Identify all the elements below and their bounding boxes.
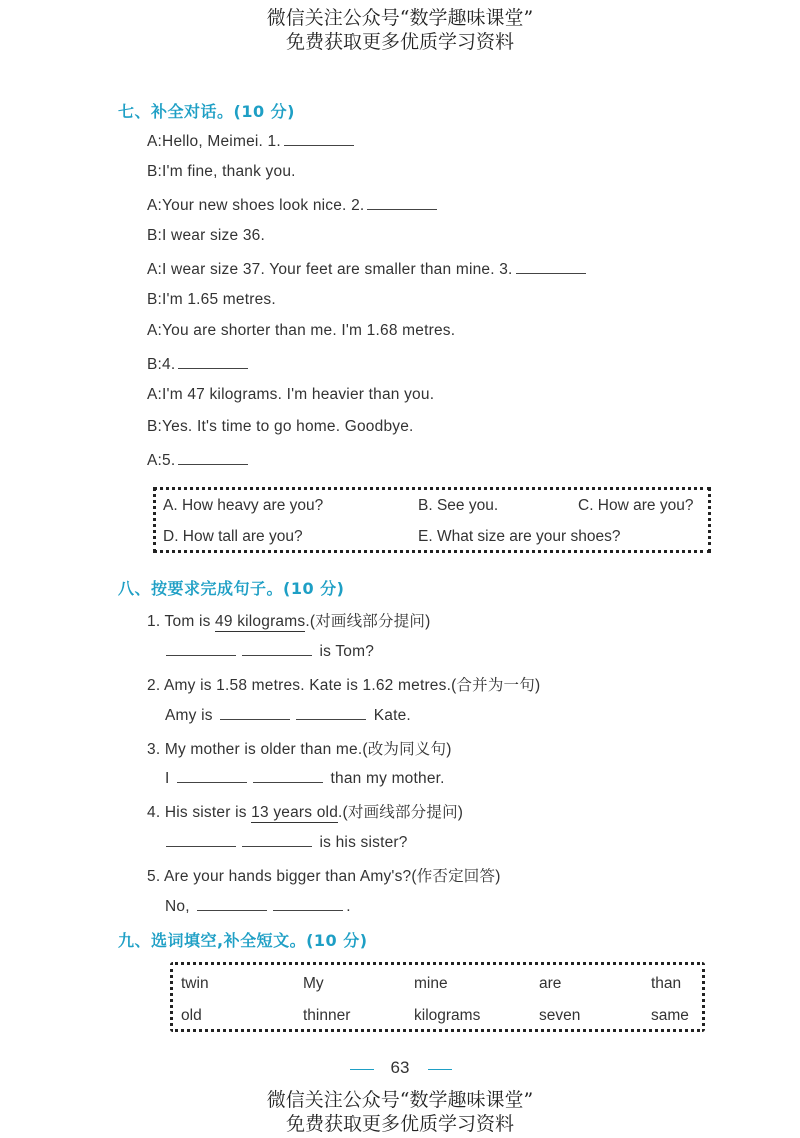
dialogue-line-1: A:Hello, Meimei. 1. — [147, 131, 357, 151]
answer-blank[interactable] — [273, 896, 343, 911]
answer-blank[interactable] — [197, 896, 267, 911]
dialogue-line-6: B:I'm 1.65 metres. — [147, 291, 276, 308]
option-c: C. How are you? — [578, 497, 694, 514]
word-mine: mine — [414, 975, 448, 992]
answer-blank[interactable] — [178, 354, 248, 369]
page-number-dash-right — [428, 1069, 452, 1070]
dialogue-line-9: A:I'm 47 kilograms. I'm heavier than you. — [147, 386, 435, 403]
answer-blank[interactable] — [177, 768, 247, 783]
top-banner-line1: 微信关注公众号“数学趣味课堂” — [266, 7, 534, 29]
option-e: E. What size are your shoes? — [418, 528, 621, 545]
underlined-phrase: 13 years old — [251, 804, 339, 821]
question-3: 3. My mother is older than me.(改为同义句) — [147, 741, 452, 758]
question-5: 5. Are your hands bigger than Amy's?(作否定回答) — [147, 868, 501, 885]
underlined-phrase: 49 kilograms — [215, 613, 306, 630]
dialogue-line-3: A:Your new shoes look nice. 2. — [147, 195, 440, 215]
question-2: 2. Amy is 1.58 metres. Kate is 1.62 metres.(合并为一句) — [147, 677, 541, 694]
page-number: 63 — [390, 1058, 410, 1077]
dialogue-line-5: A:I wear size 37. Your feet are smaller than mine. 3. — [147, 259, 589, 279]
answer-blank[interactable] — [166, 832, 236, 847]
dialogue-line-7: A:You are shorter than me. I'm 1.68 metres. — [147, 322, 456, 339]
option-a: A. How heavy are you? — [163, 497, 324, 514]
bottom-banner — [0, 1088, 800, 1136]
question-1: 1. Tom is 49 kilograms.(对画线部分提问) — [147, 613, 431, 630]
word-bank-box — [170, 962, 705, 1032]
answer-blank[interactable] — [166, 641, 236, 656]
answer-1: is Tom? — [163, 641, 374, 661]
word-than: than — [651, 975, 682, 992]
dialogue-line-2: B:I'm fine, thank you. — [147, 163, 296, 180]
question-4: 4. His sister is 13 years old.(对画线部分提问) — [147, 804, 464, 821]
dialogue-line-10: B:Yes. It's time to go home. Goodbye. — [147, 418, 414, 435]
options-box — [153, 487, 711, 553]
answer-blank[interactable] — [367, 195, 437, 210]
answer-4: is his sister? — [163, 832, 408, 852]
bottom-banner-line1: 微信关注公众号“数学趣味课堂” — [266, 1089, 534, 1111]
section7-title: 七、补全对话。(10 分) — [118, 102, 295, 121]
option-d: D. How tall are you? — [163, 528, 303, 545]
dialogue-line-4: B:I wear size 36. — [147, 227, 265, 244]
word-same: same — [651, 1007, 689, 1024]
word-seven: seven — [539, 1007, 581, 1024]
section9-title: 九、选词填空,补全短文。(10 分) — [118, 931, 368, 950]
word-kilograms: kilograms — [414, 1007, 481, 1024]
word-my: My — [303, 975, 324, 992]
option-b: B. See you. — [418, 497, 499, 514]
answer-blank[interactable] — [178, 450, 248, 465]
answer-blank[interactable] — [296, 705, 366, 720]
answer-3: I than my mother. — [165, 770, 445, 787]
dialogue-line-8: B:4. — [147, 354, 251, 374]
section8-title: 八、按要求完成句子。(10 分) — [118, 579, 345, 598]
answer-blank[interactable] — [220, 705, 290, 720]
answer-blank[interactable] — [516, 259, 586, 274]
answer-blank[interactable] — [242, 832, 312, 847]
answer-blank[interactable] — [284, 131, 354, 146]
word-thinner: thinner — [303, 1007, 351, 1024]
answer-blank[interactable] — [242, 641, 312, 656]
answer-blank[interactable] — [253, 768, 323, 783]
bottom-banner-line2: 免费获取更多优质学习资料 — [285, 1113, 514, 1135]
word-are: are — [539, 975, 562, 992]
answer-5: No, . — [165, 898, 351, 915]
top-banner-line2: 免费获取更多优质学习资料 — [285, 31, 514, 53]
top-banner — [0, 6, 800, 54]
answer-2: Amy is Kate. — [165, 707, 411, 724]
word-old: old — [181, 1007, 202, 1024]
dialogue-line-11: A:5. — [147, 450, 251, 470]
word-twin: twin — [181, 975, 209, 992]
